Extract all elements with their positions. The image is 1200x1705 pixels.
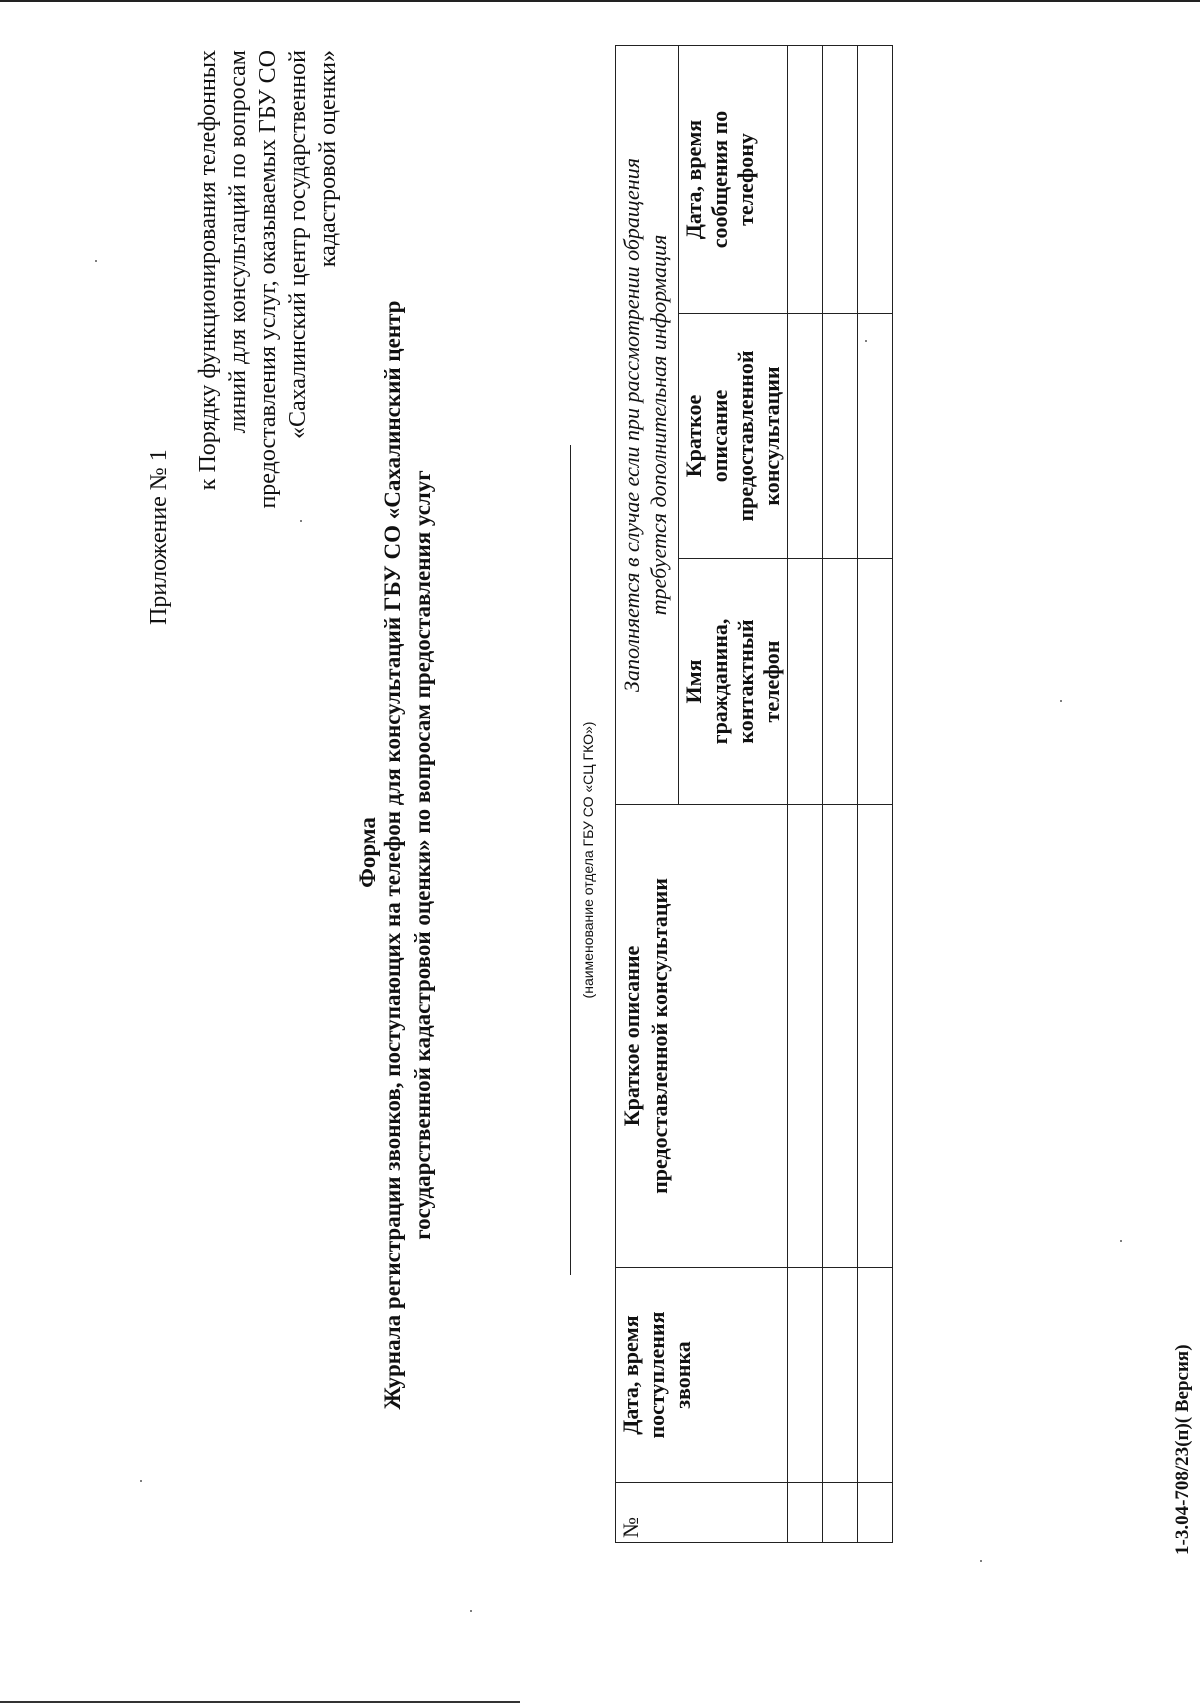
scan-speck bbox=[140, 1480, 142, 1482]
appendix-line: предоставления услуг, оказываемых ГБУ СО bbox=[255, 50, 281, 509]
header-line: описание bbox=[707, 389, 732, 483]
scan-speck bbox=[980, 1560, 982, 1562]
header-message-date bbox=[679, 45, 788, 313]
table-cell bbox=[788, 45, 823, 313]
header-line: гражданина, bbox=[707, 618, 732, 745]
appendix-line: к Порядку функционирования телефонных bbox=[195, 50, 221, 491]
scan-speck bbox=[95, 260, 97, 262]
table-row bbox=[823, 45, 858, 1542]
scan-speck bbox=[1060, 700, 1062, 702]
table-cell bbox=[823, 805, 858, 1268]
header-citizen-name bbox=[679, 559, 788, 805]
table-cell bbox=[788, 559, 823, 805]
table-cell bbox=[788, 1268, 823, 1483]
table-row bbox=[858, 45, 893, 1542]
table-cell bbox=[858, 1483, 893, 1543]
department-caption: (наименование отдела ГБУ СО «СЦ ГКО») bbox=[580, 721, 596, 999]
header-line: Дата, время bbox=[681, 119, 706, 240]
appendix-number: Приложение № 1 bbox=[146, 449, 172, 625]
header-line: сообщения по bbox=[707, 110, 732, 249]
table-cell bbox=[788, 1483, 823, 1543]
table-cell bbox=[788, 314, 823, 559]
table-cell bbox=[823, 314, 858, 559]
header-line: телефону bbox=[733, 133, 758, 226]
table-cell bbox=[788, 805, 823, 1268]
header-line: Краткое bbox=[681, 394, 706, 478]
table-cell bbox=[858, 559, 893, 805]
table-cell bbox=[858, 314, 893, 559]
appendix-line: линий для консультаций по вопросам bbox=[225, 50, 251, 434]
header-line: предоставленной bbox=[733, 350, 758, 522]
table-cell bbox=[858, 805, 893, 1268]
header-line: Имя bbox=[681, 659, 706, 704]
header-call-date bbox=[616, 1268, 788, 1483]
table-cell bbox=[858, 1268, 893, 1483]
header-brief-description bbox=[679, 314, 788, 559]
form-label: Форма bbox=[355, 817, 380, 888]
call-journal-table bbox=[615, 45, 893, 1543]
table-cell bbox=[823, 45, 858, 313]
scan-speck bbox=[300, 520, 302, 522]
header-consultation-description bbox=[616, 805, 788, 1268]
header-row-top bbox=[616, 45, 679, 1542]
appendix-reference bbox=[193, 50, 343, 550]
header-line: контактный bbox=[733, 619, 758, 744]
appendix-line: кадастровой оценки» bbox=[315, 50, 341, 268]
header-line: звонка bbox=[670, 1341, 695, 1409]
header-line: Заполняется в случае если при рассмотрении обращения bbox=[619, 158, 644, 692]
header-line: поступления bbox=[644, 1311, 669, 1439]
header-line: консультации bbox=[759, 366, 784, 506]
department-underline bbox=[570, 445, 571, 1275]
document-title bbox=[378, 255, 438, 1455]
scan-speck bbox=[1120, 1240, 1122, 1242]
header-line: предоставленной консультации bbox=[647, 878, 672, 1194]
header-number: № bbox=[616, 1483, 788, 1543]
scan-speck bbox=[865, 340, 867, 342]
header-line: Дата, время bbox=[618, 1315, 643, 1435]
scan-speck bbox=[470, 1610, 472, 1612]
table-row bbox=[788, 45, 823, 1542]
appendix-line: «Сахалинский центр государственной bbox=[285, 50, 311, 440]
header-line: телефон bbox=[759, 640, 784, 723]
title-line: государственной кадастровой оценки» по вопросам предоставления услуг bbox=[410, 470, 435, 1240]
table-cell bbox=[823, 1268, 858, 1483]
table-cell bbox=[858, 45, 893, 313]
header-line: Краткое описание bbox=[619, 945, 644, 1127]
version-code: 1-3.04-708/23(п)( Версия) bbox=[1172, 1344, 1193, 1555]
header-line: требуется дополнительная информация bbox=[646, 234, 671, 616]
table-cell bbox=[823, 559, 858, 805]
title-line: Журнала регистрации звонков, поступающих на телефон для консультаций ГБУ СО «Сахалинский центр bbox=[380, 300, 405, 1410]
header-additional-info-group bbox=[616, 45, 679, 804]
table-cell bbox=[823, 1483, 858, 1543]
